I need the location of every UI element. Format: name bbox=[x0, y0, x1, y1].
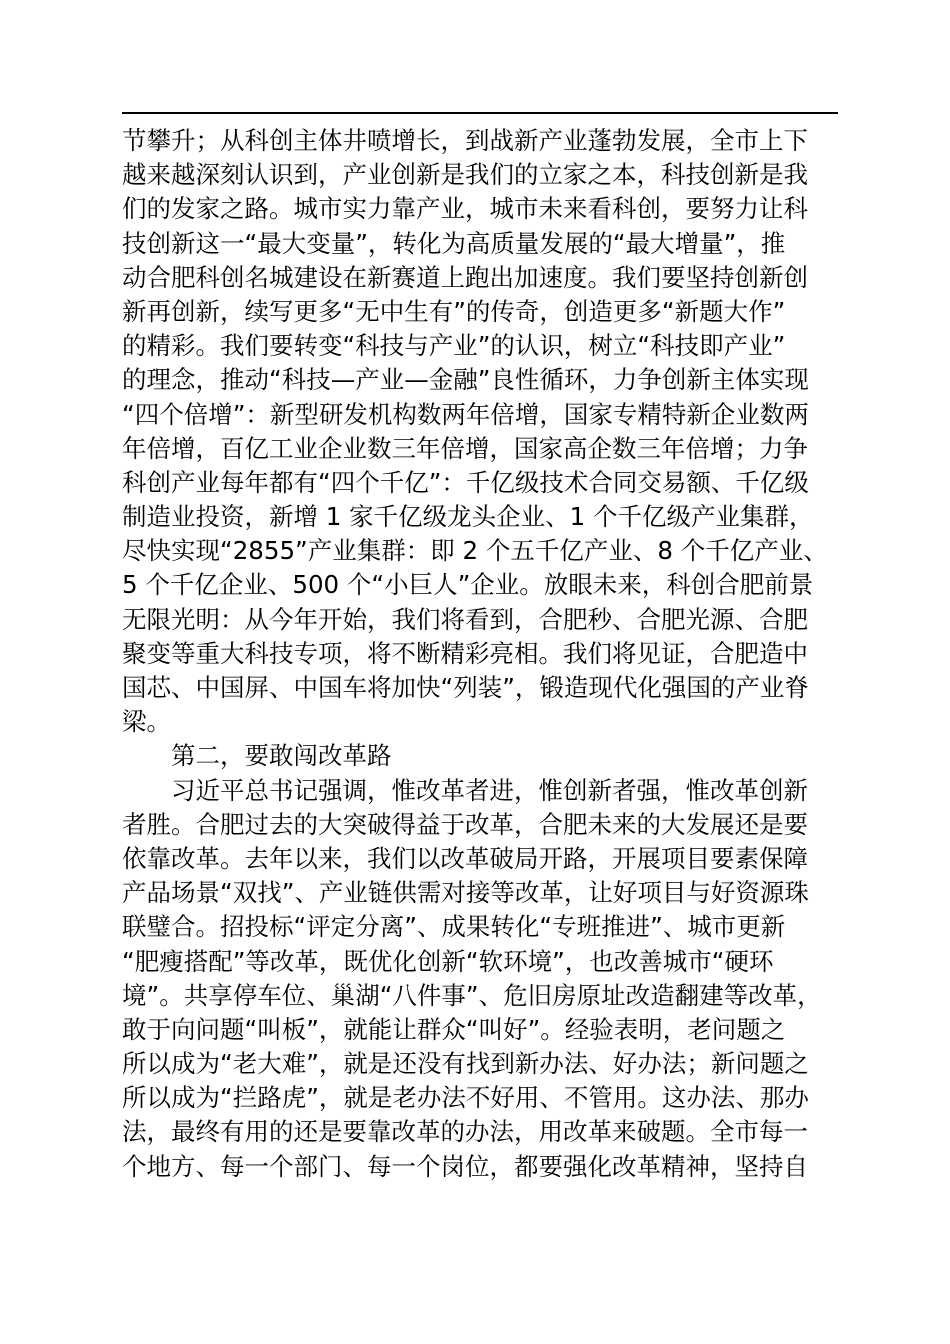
text-line: 制造业投资，新增 1 家千亿级龙头企业、1 个千亿级产业集群， bbox=[122, 502, 814, 532]
text-line: 所以成为“拦路虎”，就是老办法不好用、不管用。这办法、那办 bbox=[122, 1083, 809, 1113]
text-line: 境”。共享停车位、巢湖“八件事”、危旧房原址改造翻建等改革， bbox=[122, 980, 822, 1010]
text-line: 第二，要敢闯改革路 bbox=[171, 741, 392, 771]
text-line: 联璧合。招投标“评定分离”、成果转化“专班推进”、城市更新 bbox=[122, 912, 786, 942]
text-line: “四个倍增”：新型研发机构数两年倍增，国家专精特新企业数两 bbox=[122, 399, 809, 429]
text-line: 的理念，推动“科技—产业—金融”良性循环，力争创新主体实现 bbox=[122, 365, 809, 395]
text-line: 无限光明：从今年开始，我们将看到，合肥秒、合肥光源、合肥 bbox=[122, 604, 808, 634]
text-line: 依靠改革。去年以来，我们以改革破局开路，开展项目要素保障 bbox=[122, 843, 808, 873]
text-line: 动合肥科创名城建设在新赛道上跑出加速度。我们要坚持创新创 bbox=[122, 262, 808, 292]
document-body bbox=[122, 124, 838, 1184]
text-line: 敢于向问题“叫板”，就能让群众“叫好”。经验表明，老问题之 bbox=[122, 1014, 786, 1044]
text-line: 年倍增，百亿工业企业数三年倍增，国家高企数三年倍增；力争 bbox=[122, 433, 808, 463]
text-line: 个地方、每一个部门、每一个岗位，都要强化改革精神，坚持自 bbox=[122, 1151, 808, 1181]
header-rule bbox=[122, 112, 838, 114]
text-line: 习近平总书记强调，惟改革者进，惟创新者强，惟改革创新 bbox=[171, 775, 808, 805]
text-line: 国芯、中国屏、中国车将加快“列装”，锻造现代化强国的产业脊 bbox=[122, 673, 809, 702]
text-line: 新再创新，续写更多“无中生有”的传奇，创造更多“新题大作” bbox=[122, 296, 786, 326]
text-line: 所以成为“老大难”，就是还没有找到新办法、好办法；新问题之 bbox=[122, 1049, 809, 1079]
text-line: “肥瘦搭配”等改革，既优化创新“软环境”，也改善城市“硬环 bbox=[122, 946, 774, 976]
text-line: 越来越深刻认识到，产业创新是我们的立家之本，科技创新是我 bbox=[122, 160, 808, 190]
text-line: 5 个千亿企业、500 个“小巨人”企业。放眼未来，科创合肥前景 bbox=[122, 570, 814, 600]
text-line: 技创新这一“最大变量”，转化为高质量发展的“最大增量”，推 bbox=[122, 228, 786, 258]
text-line: 们的发家之路。城市实力靠产业，城市未来看科创，要努力让科 bbox=[122, 194, 808, 224]
text-line: 的精彩。我们要转变“科技与产业”的认识，树立“科技即产业” bbox=[122, 331, 786, 361]
text-line: 节攀升；从科创主体井喷增长，到战新产业蓬勃发展，全市上下 bbox=[122, 126, 808, 155]
text-line: 梁。 bbox=[122, 707, 171, 737]
text-line: 产品场景“双找”、产业链供需对接等改革，让好项目与好资源珠 bbox=[122, 878, 809, 908]
text-line: 科创产业每年都有“四个千亿”：千亿级技术合同交易额、千亿级 bbox=[122, 467, 809, 497]
text-line: 者胜。合肥过去的大突破得益于改革，合肥未来的大发展还是要 bbox=[122, 809, 808, 839]
text-line: 尽快实现“2855”产业集群：即 2 个五千亿产业、8 个千亿产业、 bbox=[122, 536, 828, 566]
text-line: 聚变等重大科技专项，将不断精彩亮相。我们将见证，合肥造中 bbox=[122, 638, 808, 668]
text-line: 法，最终有用的还是要靠改革的办法，用改革来破题。全市每一 bbox=[122, 1117, 808, 1147]
